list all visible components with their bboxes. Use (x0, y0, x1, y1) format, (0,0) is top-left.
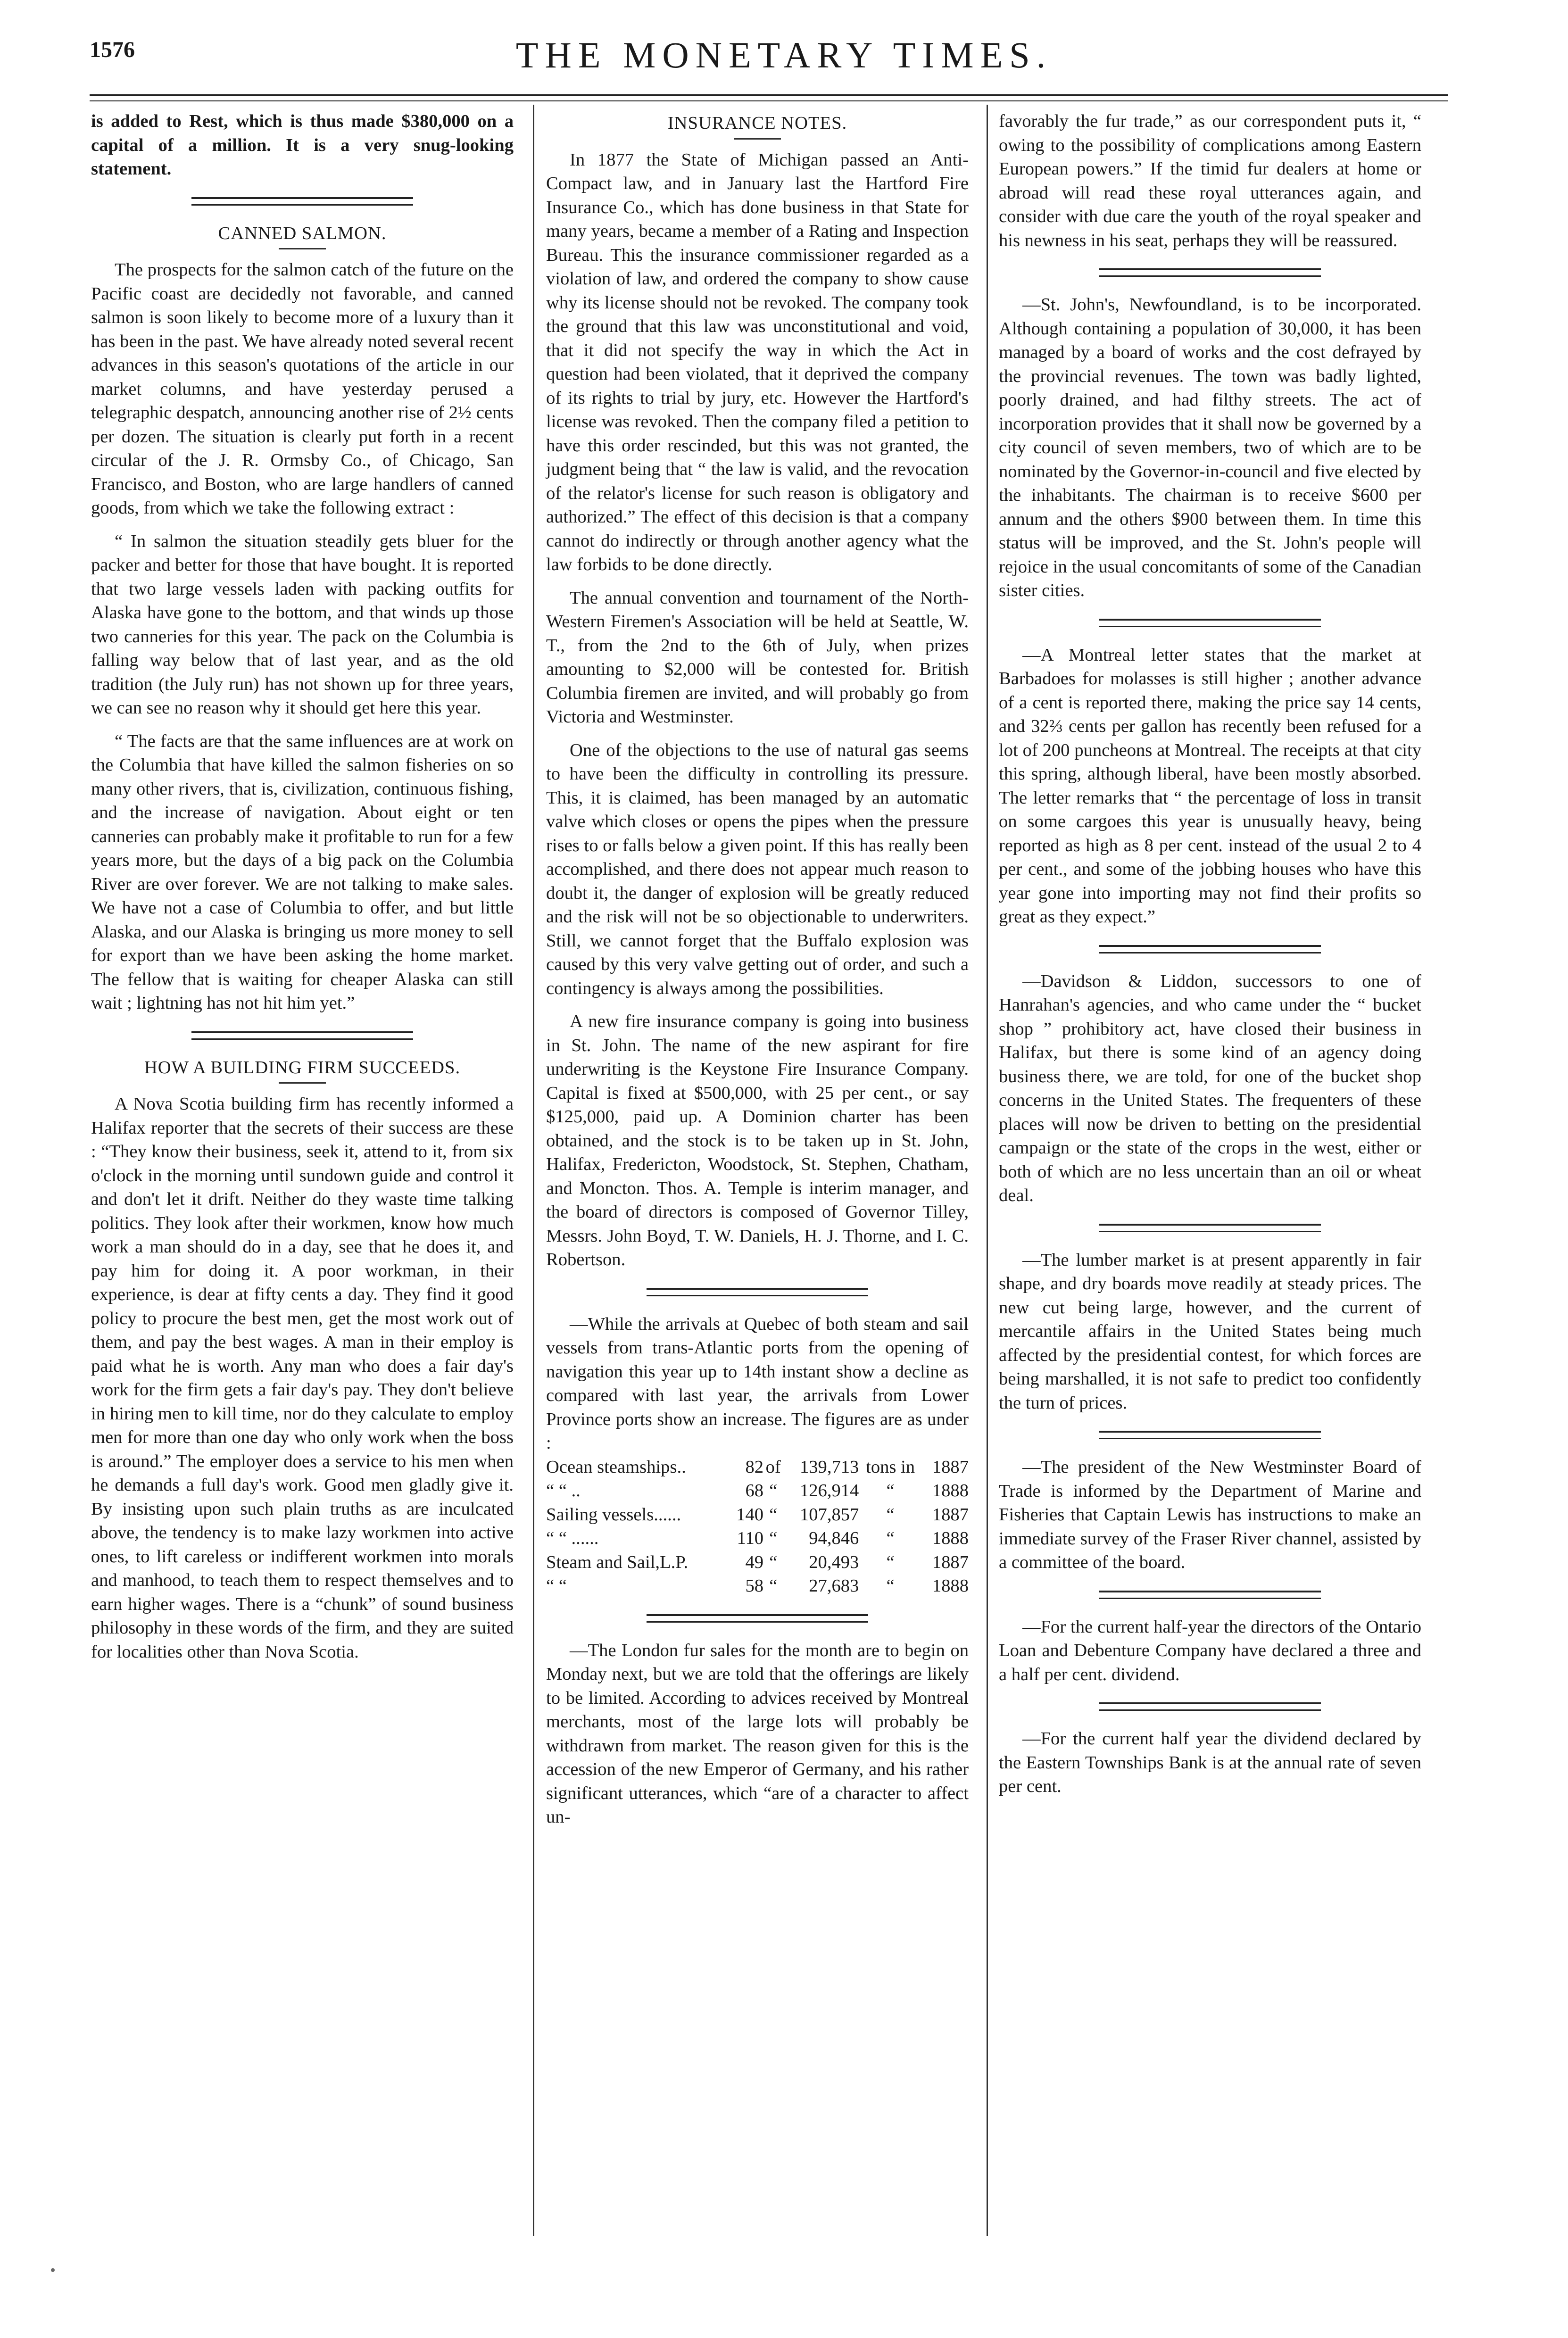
section-divider (647, 1288, 868, 1296)
header-rule (90, 94, 1448, 96)
article-paragraph: A new fire insurance company is going into business in St. John. The name of the new aspirant for fire underwriting is the Keystone Fire Insurance Company. Capital is fixed at $500,000, with 25 per cent., or say $125,000, paid up. A Dominion charter has been obtained, and the stock is to be taken up in St. John, Halifax, Fredericton, Woodstock, St. Stephen, Chatham, and Moncton. Thos. A. Temple is interim manager, and the board of directors is composed of Governor Tilley, Messrs. John Boyd, T. W. Daniels, H. J. Thorne, and I. C. Robertson. (546, 1011, 969, 1269)
page-number: 1576 (90, 37, 135, 62)
column-divider (533, 105, 534, 2236)
article-paragraph: One of the objections to the use of natural gas seems to have been the difficulty in controlling its pressure. This, it is claimed, has been managed by an automatic valve which closes or opens the pipes when the pressure rises to or falls below a given point. If this has really been accomplished, and there does not appear much reason to doubt it, the danger of explosion will be greatly reduced and the risk will not be so objectionable to underwriters. Still, we cannot forget that the Buffalo explosion was caused by this very valve getting out of order, and such a contingency is always among the possibilities. (546, 740, 969, 998)
section-divider (1099, 945, 1321, 953)
column-right (999, 109, 1421, 1799)
canned-salmon-heading: CANNED SALMON. (218, 223, 387, 243)
arrivals-table (546, 1455, 969, 1598)
article-paragraph: A Nova Scotia building firm has recently informed a Halifax reporter that the secrets of their success are these : “They know their business, seek it, attend to it, from six o'clock in the morning until sundown guide and control it and don't let it drift. Neither do they waste time talking politics. They look after their workmen, know how much work a man should do in a day, see that he does it, and pay him for doing it. A poor workman, in their experience, is dear at fifty cents a day. They find it good policy to procure the best men, get the most work out of them, and pay the best wages. A man in their employ is paid what he is worth. Any man who does a fair day's work for the firm gets a fair day's pay. They don't believe in hiring men to kill time, nor do they calculate to employ men for more than one day who only work when the boss is around.” The employer does a service to his men when he demands a full day's work. Good men gladly give it. By insisting upon such plain truths as are inculcated above, the tendency is to make lazy workmen into active ones, to lift careless or indifferent workmen into morals and manhood, to teach them to respect themselves and to earn higher wages. There is a “chunk” of sound business philosophy in these words of the firm, and they are suited for localities other than Nova Scotia. (91, 1094, 514, 1662)
article-paragraph: —For the current half-year the directors of the Ontario Loan and Debenture Company have declared a three and a half per cent. dividend. (999, 1617, 1421, 1684)
section-divider (1099, 1224, 1321, 1232)
table-row: Steam and Sail,L.P. 49 “ 20,493 “ 1887 (546, 1552, 969, 1572)
article-paragraph: —St. John's, Newfoundland, is to be incorporated. Although containing a population of 30,000, it has been managed by a board of works and the cost defrayed by the provincial revenues. The town was badly lighted, poorly drained, and had filthy streets. The act of incorporation provides that it shall now be governed by a city council of seven members, two of which are to be nominated by the Governor-in-council and five elected by the inhabitants. The chairman is to receive $600 per annum and the others $900 between them. In time this status will be improved, and the St. John's people will rejoice in the usual concomitants of some of the Canadian sister cities. (999, 295, 1421, 600)
article-paragraph: —The London fur sales for the month are to begin on Monday next, but we are told that the offerings are likely to be limited. According to advices received by Montreal merchants, most of the large lots will probably be withdrawn from market. The reason given for this is the accession of the new Emperor of Germany, and his rather significant utterances, which “are of a character to affect un- (546, 1640, 969, 1827)
column-middle (546, 109, 969, 1829)
article-paragraph: The prospects for the salmon catch of the future on the Pacific coast are decidedly not favorable, and canned salmon is soon likely to become more of a luxury than it has been in the past. We have already noted several recent advances in this season's quotations of the article in our market columns, and have yesterday perused a telegraphic despatch, announcing another rise of 2½ cents per dozen. The situation is clearly put forth in a recent circular of the J. R. Ormsby Co., of Chicago, San Francisco, and Boston, who are large handlers of canned goods, from which we take the following extract : (91, 260, 514, 518)
header-rule-secondary (90, 100, 1448, 101)
article-paragraph: —For the current half year the dividend declared by the Eastern Townships Bank is at the annual rate of seven per cent. (999, 1729, 1421, 1796)
table-row: Ocean steamships.. 82 of 139,713 tons in 1887 (546, 1457, 969, 1477)
table-row: “ “ .. 68 “ 126,914 “ 1888 (546, 1481, 969, 1501)
rest-statement-paragraph: is added to Rest, which is thus made $380,000 on a capital of a million. It is a very snug-looking statement. (91, 111, 514, 179)
heading-rule (734, 138, 781, 140)
section-divider (1099, 619, 1321, 627)
heading-rule (279, 1082, 326, 1084)
insurance-notes-heading: INSURANCE NOTES. (667, 113, 847, 133)
section-divider (1099, 1591, 1321, 1599)
quoted-paragraph: “ In salmon the situation steadily gets bluer for the packer and better for those that have bought. It is reported that two large vessels laden with packing outfits for Alaska have gone to the bottom, and that winds up those two canneries for this year. The pack on the Columbia is falling way below that of last year, and as the old tradition (the July run) has not shown up for three years, we can see no reason why it should get here this year. (91, 531, 514, 718)
article-paragraph: —The lumber market is at present apparently in fair shape, and dry boards move readily at steady prices. The new cut being large, however, and the current of mercantile affairs in the United States being much affected by the presidential contest, for which forces are being marshalled, it is not safe to predict too confidently the turn of prices. (999, 1250, 1421, 1413)
section-divider (1099, 1431, 1321, 1439)
building-firm-heading: HOW A BUILDING FIRM SUCCEEDS. (144, 1057, 461, 1078)
article-paragraph: —While the arrivals at Quebec of both steam and sail vessels from trans-Atlantic ports from the opening of navigation this year up to 14th instant show a decline as compared with last year, the arrivals from Lower Province ports show an increase. The figures are as under : (546, 1314, 969, 1453)
print-speck (51, 2268, 55, 2272)
section-divider (647, 1614, 868, 1623)
column-left (91, 109, 514, 1664)
article-paragraph: The annual convention and tournament of the North-Western Firemen's Association will be held at Seattle, W. T., from the 2nd to the 6th of July, when prizes amounting to $2,000 will be contested for. British Columbia firemen are invited, and will probably go from Victoria and Westminster. (546, 588, 969, 727)
article-paragraph: In 1877 the State of Michigan passed an Anti-Compact law, and in January last the Hartford Fire Insurance Co., which has done business in that State for many years, became a member of a Rating and Inspection Bureau. This the insurance commissioner regarded as a violation of law, and ordered the company to show cause why its license should not be revoked. The company took the ground that this law was unconstitutional and void, that it did not specify the way in which the Act in question had been violated, that it deprived the company of its rights to trial by jury, etc. However the Hartford's license was revoked. Then the company filed a petition to have this order rescinded, but this was not granted, the judgment being that “ the law is valid, and the revocation of the relator's license for such reason is obligatory and authorized.” The effect of this decision is that a company cannot do indirectly or through another agency what the law forbids to be done directly. (546, 149, 969, 574)
quoted-paragraph: “ The facts are that the same influences are at work on the Columbia that have killed the salmon fisheries on so many other rivers, that is, civilization, continuous fishing, and the increase of navigation. About eight or ten canneries can probably make it profitable to run for a few years more, but the days of a big pack on the Columbia River are over forever. We are not talking to make sales. We have not a case of Columbia to offer, and but little Alaska, and our Alaska is bringing us more money to sell for export than we have been asking the home market. The fellow that is waiting for cheaper Alaska can still wait ; lightning has not hit him yet.” (91, 731, 514, 1013)
section-divider (191, 197, 413, 206)
article-paragraph: —A Montreal letter states that the market at Barbadoes for molasses is still higher ; another advance of a cent is reported there, making the price say 14 cents, and 32⅔ cents per gallon has recently been refused for a lot of 200 puncheons at Montreal. The receipts at that city this spring, although liberal, have been mostly absorbed. The letter remarks that “ the percentage of loss in transit on some cargoes this year is unusually heavy, being reported as high as 8 per cent. instead of the usual 2 to 4 per cent., and some of the jobbing houses who have this year gone into importing may not find their profits so great as they expect.” (999, 645, 1421, 927)
table-row: “ “ 58 “ 27,683 “ 1888 (546, 1576, 969, 1596)
column-divider (987, 105, 988, 2236)
table-row: “ “ ...... 110 “ 94,846 “ 1888 (546, 1528, 969, 1548)
article-paragraph: —Davidson & Liddon, successors to one of Hanrahan's agencies, and who came under the “ bucket shop ” prohibitory act, have closed their business in Halifax, but there is some kind of an agency doing business there, we are told, for one of the bucket shop concerns in the United States. The frequenters of these places will now be driven to betting on the presidential campaign or the state of the crops in the west, either or both of which are no less uncertain than an oil or wheat deal. (999, 971, 1421, 1205)
section-divider (191, 1031, 413, 1040)
table-row: Sailing vessels...... 140 “ 107,857 “ 1887 (546, 1504, 969, 1525)
masthead-title: THE MONETARY TIMES. (515, 34, 1053, 75)
article-paragraph-continued: favorably the fur trade,” as our correspondent puts it, “ owing to the possibility of complications among Eastern European powers.” If the timid fur dealers at home or abroad will read these royal utterances again, and consider with due care the youth of the royal speaker and his newness in his seat, perhaps they will be reassured. (999, 111, 1421, 250)
article-paragraph: —The president of the New Westminster Board of Trade is informed by the Department of Marine and Fisheries that Captain Lewis has instructions to make an immediate survey of the Fraser River channel, assisted by a committee of the board. (999, 1457, 1421, 1572)
section-divider (1099, 1702, 1321, 1711)
section-divider (1099, 268, 1321, 277)
heading-rule (279, 248, 326, 249)
